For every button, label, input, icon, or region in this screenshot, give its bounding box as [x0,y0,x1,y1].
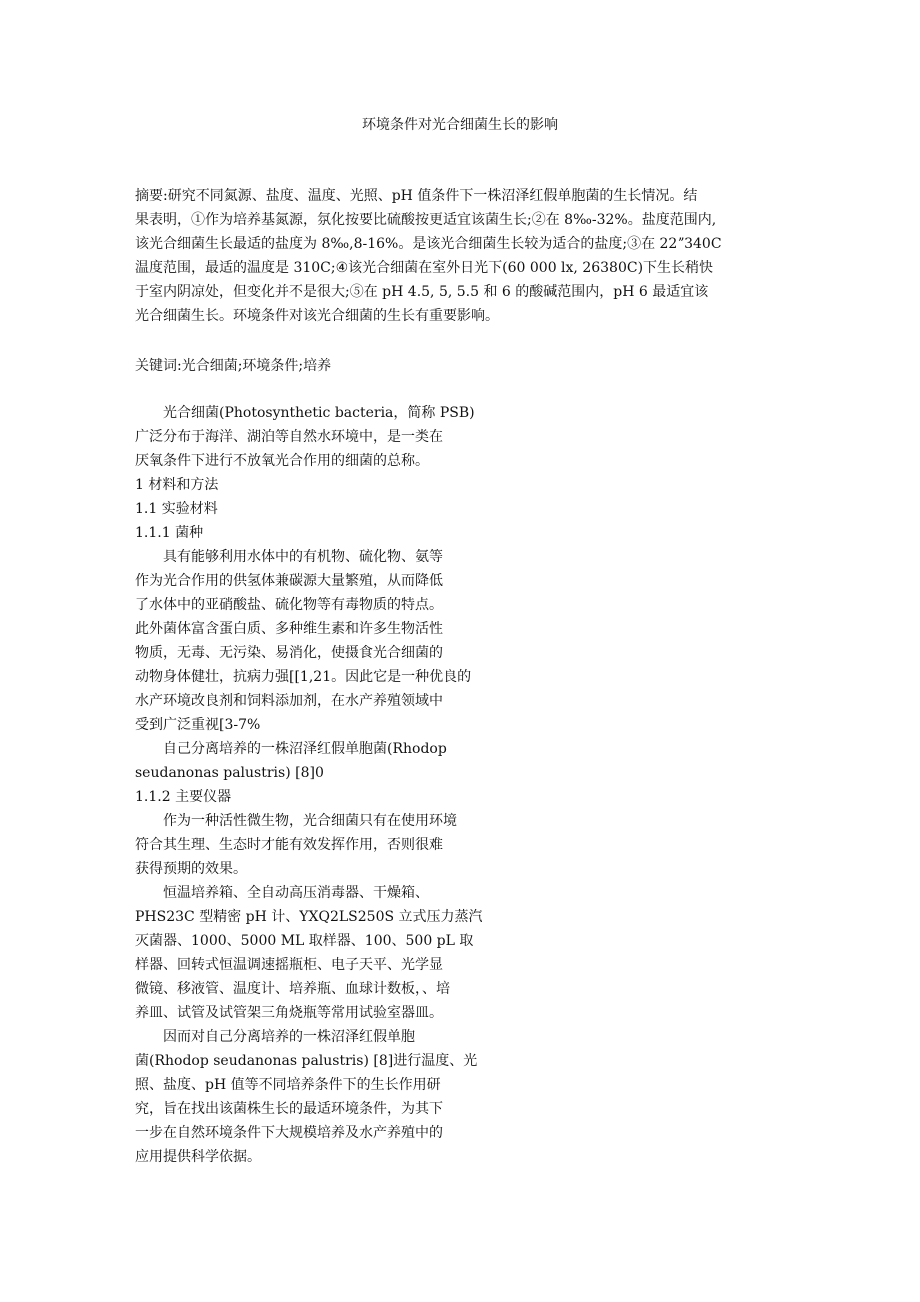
body-line: 物质，无毒、无污染、易消化，使摄食光合细菌的 [135,645,443,661]
body-line: 灭菌器、1000、5000 ML 取样器、100、500 pL 取 [135,933,474,949]
body-line: 样器、回转式恒温调速摇瓶柜、电子天平、光学显 [135,957,443,973]
body-line: 1 材料和方法 [135,477,219,493]
body-line: 1.1.2 主要仪器 [135,789,232,805]
body-line: 恒温培养箱、全自动高压消毒器、干燥箱、 [163,885,429,901]
abstract-line: 于室内阴凉处，但变化并不是很大;⑤在 pH 4.5, 5, 5.5 和 6 的酸碱范围内，pH 6 最适宜该 [135,284,709,300]
abstract-line: 温度范围，最适的温度是 310C;④该光合细菌在室外日光下(60 000 lx, 26380C)下生长稍快 [135,260,714,276]
body-line: PHS23C 型精密 pH 计、YXQ2LS250S 立式压力蒸汽 [135,909,483,925]
abstract-line: 果表明，①作为培养基氮源，氛化按要比硫酸按更适宜该菌生长;②在 8‰-32%。盐度范围内, [135,212,717,228]
body-line: 养皿、试管及试管架三角烧瓶等常用试验室器皿。 [135,1005,443,1021]
body-line: 广泛分布于海洋、湖泊等自然水环境中，是一类在 [135,429,443,445]
body-line: 动物身体健壮，抗病力强[[1,21。因此它是一种优良的 [135,669,472,685]
document-title: 环境条件对光合细菌生长的影响 [362,117,558,133]
body-line: 此外菌体富含蛋白质、多种维生素和许多生物活性 [135,621,443,637]
body-line: 受到广泛重视[3-7% [135,717,261,733]
body-line: 因而对自己分离培养的一株沼泽红假单胞 [163,1029,415,1045]
body-line: 厌氧条件下进行不放氧光合作用的细菌的总称。 [135,453,429,469]
body-line: 光合细菌(Photosynthetic bacteria，简称 PSB) [163,405,475,421]
body-text [135,401,555,1169]
body-line: 1.1.1 菌种 [135,525,204,541]
body-line: 符合其生理、生态时才能有效发挥作用，否则很难 [135,837,443,853]
body-line: 具有能够利用水体中的有机物、硫化物、氨等 [163,549,443,565]
body-line: 应用提供科学依据。 [135,1149,261,1165]
keywords-line: 关键词:光合细菌;环境条件;培养 [135,358,332,374]
body-line: 照、盐度、pH 值等不同培养条件下的生长作用研 [135,1077,441,1093]
body-line: 究，旨在找出该菌株生长的最适环境条件，为其下 [135,1101,443,1117]
body-line: 作为一种活性微生物，光合细菌只有在使用环境 [163,813,457,829]
body-line: 作为光合作用的供氢体兼碳源大量繁殖，从而降低 [135,573,443,589]
body-line: 一步在自然环境条件下大规模培养及水产养殖中的 [135,1125,443,1141]
body-line: 微镜、移液管、温度计、培养瓶、血球计数板，、培 [135,981,450,997]
body-line: 获得预期的效果。 [135,861,247,877]
body-line: 水产环境改良剂和饲料添加剂，在水产养殖领域中 [135,693,443,709]
body-line: 自己分离培养的一株沼泽红假单胞菌(Rhodop [163,741,447,757]
abstract-line: 光合细菌生长。环境条件对该光合细菌的生长有重要影响。 [135,308,499,324]
body-line: 菌(Rhodop seudanonas palustris) [8]进行温度、光 [135,1053,478,1069]
body-line: 1.1 实验材料 [135,501,218,517]
abstract-line: 该光合细菌生长最适的盐度为 8‰,8-16%。是该光合细菌生长较为适合的盐度;③在 22ˮ340C [135,236,722,252]
abstract-paragraph [135,184,795,328]
abstract-line: 摘要:研究不同氮源、盐度、温度、光照、pH 值条件下一株沼泽红假单胞菌的生长情况。结 [135,188,698,204]
body-line: seudanonas palustris) [8]0 [135,765,324,781]
body-line: 了水体中的亚硝酸盐、硫化物等有毒物质的特点。 [135,597,443,613]
